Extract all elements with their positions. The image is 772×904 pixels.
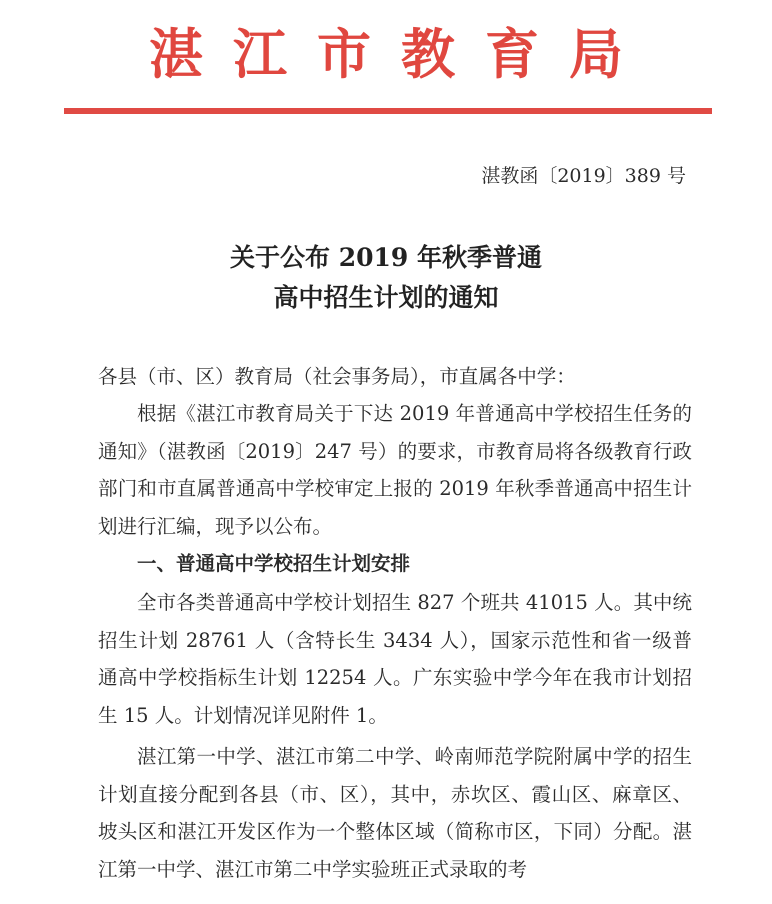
body-paragraph-2	[98, 584, 692, 734]
notice-title-line-1: 关于公布 2019 年秋季普通	[230, 243, 542, 272]
notice-title	[0, 238, 772, 318]
agency-header-title: 湛江市教育局	[149, 22, 653, 86]
header-red-rule	[64, 108, 712, 114]
paragraph-1-text: 根据《湛江市教育局关于下达 2019 年普通高中学校招生任务的通知》（湛教函〔2019〕247 号）的要求，市教育局将各级教育行政部门和市直属普通高中学校审定上报的 2019 年秋季普通高中招生计划进行汇编，现予以公布。	[98, 402, 692, 538]
notice-title-line-2: 高中招生计划的通知	[273, 283, 499, 312]
paragraph-2-text: 全市各类普通高中学校计划招生 827 个班共 41015 人。其中统招生计划 28761 人（含特长生 3434 人），国家示范性和省一级普通高中学校指标生计划 12254 人。广东实验中学今年在我市计划招生 15 人。计划情况详见附件 1。	[98, 591, 692, 727]
section-1-heading	[98, 545, 692, 583]
paragraph-3-text: 湛江第一中学、湛江市第二中学、岭南师范学院附属中学的招生计划直接分配到各县（市、区），其中，赤坎区、霞山区、麻章区、坡头区和湛江开发区作为一个整体区域（简称市区，下同）分配。湛江第一中学、湛江市第二中学实验班正式录取的考	[98, 745, 692, 881]
salutation-text: 各县（市、区）教育局（社会事务局），市直属各中学：	[98, 365, 576, 388]
body-paragraph-1	[98, 395, 692, 545]
section-1-heading-text: 一、普通高中学校招生计划安排	[137, 552, 411, 575]
body-paragraph-3	[98, 738, 692, 888]
document-number: 湛教函〔2019〕389 号	[481, 165, 686, 187]
salutation	[98, 358, 692, 396]
